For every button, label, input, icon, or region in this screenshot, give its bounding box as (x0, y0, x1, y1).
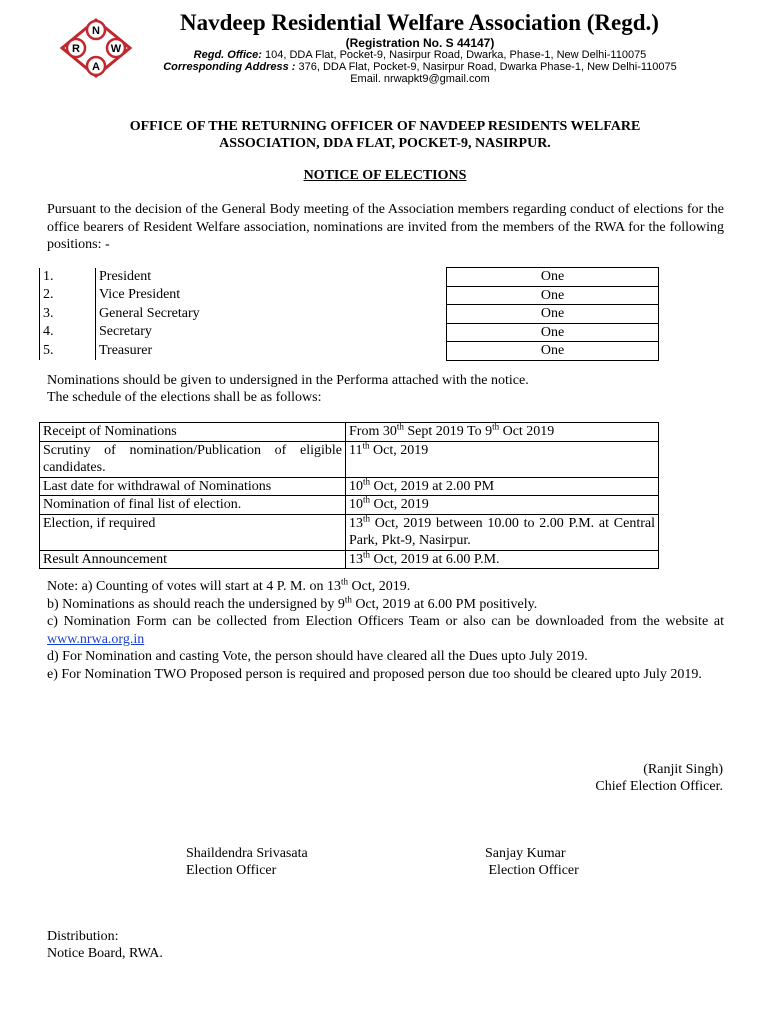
association-title: Navdeep Residential Welfare Association (Regd.) (180, 10, 659, 35)
positions-table (39, 267, 659, 361)
website-link[interactable]: www.nrwa.org.in (47, 631, 145, 647)
notes-block (47, 578, 724, 683)
note-c: c) Nomination Form can be collected from Election Officers Team or also can be downloaded from the website at www.nrwa.org.in (47, 614, 724, 647)
logo-letter-w: W (110, 43, 122, 55)
position-row (40, 342, 659, 361)
schedule-date: From 30th Sept 2019 To 9th Oct 2019 (346, 423, 659, 442)
schedule-date: 10th Oct, 2019 (346, 496, 659, 515)
position-number: 2. (40, 286, 96, 305)
logo-letter-r: R (72, 43, 80, 55)
schedule-label: Last date for withdrawal of Nominations (40, 477, 346, 496)
nomination-instruction: Nominations should be given to undersigned in the Performa attached with the notice. (47, 373, 529, 388)
office-heading-line1: OFFICE OF THE RETURNING OFFICER OF NAVDEEP RESIDENTS WELFARE (129, 119, 641, 134)
corresponding-address-value: 376, DDA Flat, Pocket-9, Nasirpur Road, Dwarka Phase-1, New Delhi-110075 (295, 61, 677, 73)
office-heading-line2: ASSOCIATION, DDA FLAT, POCKET-9, NASIRPUR. (219, 136, 551, 151)
chief-officer-name: (Ranjit Singh) (643, 762, 723, 777)
corresponding-address-label: Corresponding Address : (163, 61, 296, 73)
chief-officer-title: Chief Election Officer. (595, 779, 723, 794)
position-title: General Secretary (96, 305, 447, 324)
position-row (40, 286, 659, 305)
schedule-intro: The schedule of the elections shall be as follows: (47, 390, 322, 405)
regd-office-value: 104, DDA Flat, Pocket-9, Nasirpur Road, Dwarka, Phase-1, New Delhi-110075 (261, 49, 647, 61)
note-a: Note: a) Counting of votes will start at 4 P. M. on 13th Oct, 2019. (47, 576, 411, 594)
position-row (40, 305, 659, 324)
position-number: 4. (40, 323, 96, 342)
schedule-row-election (40, 514, 659, 550)
schedule-date: 13th Oct, 2019 between 10.00 to 2.00 P.M. at Central Park, Pkt-9, Nasirpur. (346, 514, 659, 550)
logo-letter-n: N (92, 25, 100, 37)
email-line: Email. nrwapkt9@gmail.com (350, 73, 490, 85)
position-title: President (96, 268, 447, 287)
schedule-label: Nomination of final list of election. (40, 496, 346, 515)
schedule-label: Election, if required (40, 514, 346, 550)
registration-number: (Registration No. S 44147) (345, 36, 495, 50)
regd-office-label: Regd. Office: (193, 49, 262, 61)
schedule-label: Result Announcement (40, 550, 346, 569)
position-number: 3. (40, 305, 96, 324)
intro-paragraph: Pursuant to the decision of the General Body meeting of the Association members regarding conduct of elections for the office bearers of Resident Welfare association, nominations are invited from the members of the RWA for the following positions: - (47, 202, 724, 252)
schedule-date: 11th Oct, 2019 (346, 441, 659, 477)
schedule-label: Receipt of Nominations (40, 423, 346, 442)
election-officer-1-name: Shaildendra Srivasata (186, 846, 308, 861)
position-count: One (447, 305, 659, 324)
schedule-date: 13th Oct, 2019 at 6.00 P.M. (346, 550, 659, 569)
position-row (40, 323, 659, 342)
notice-title: NOTICE OF ELECTIONS (303, 168, 467, 183)
schedule-row-receipt (40, 423, 659, 442)
schedule-row-withdrawal (40, 477, 659, 496)
association-logo (60, 18, 132, 78)
schedule-table (39, 422, 659, 569)
note-b: b) Nominations as should reach the undersigned by 9th Oct, 2019 at 6.00 PM positively. (47, 593, 538, 612)
position-title: Secretary (96, 323, 447, 342)
note-e: e) For Nomination TWO Proposed person is required and proposed person due too should be cleared upto July 2019. (47, 666, 702, 682)
position-title: Vice President (96, 286, 447, 305)
position-count: One (447, 342, 659, 361)
position-row (40, 268, 659, 287)
logo-letter-a: A (92, 61, 100, 73)
schedule-label: Scrutiny of nomination/Publication of eligible candidates. (40, 441, 346, 477)
distribution-value: Notice Board, RWA. (47, 946, 163, 961)
position-title: Treasurer (96, 342, 447, 361)
schedule-row-result (40, 550, 659, 569)
position-number: 5. (40, 342, 96, 361)
schedule-row-final-list (40, 496, 659, 515)
election-officer-2-name: Sanjay Kumar (485, 846, 566, 861)
schedule-date: 10th Oct, 2019 at 2.00 PM (346, 477, 659, 496)
election-officer-1-title: Election Officer (186, 863, 277, 878)
position-count: One (447, 286, 659, 305)
election-officer-2-title: Election Officer (485, 863, 579, 878)
position-count: One (447, 323, 659, 342)
note-d: d) For Nomination and casting Vote, the person should have cleared all the Dues upto July 2019. (47, 649, 588, 664)
distribution-label: Distribution: (47, 929, 119, 944)
regd-office-line (140, 49, 700, 61)
position-number: 1. (40, 268, 96, 287)
position-count: One (447, 268, 659, 287)
corresponding-address-line (140, 61, 700, 73)
schedule-row-scrutiny (40, 441, 659, 477)
